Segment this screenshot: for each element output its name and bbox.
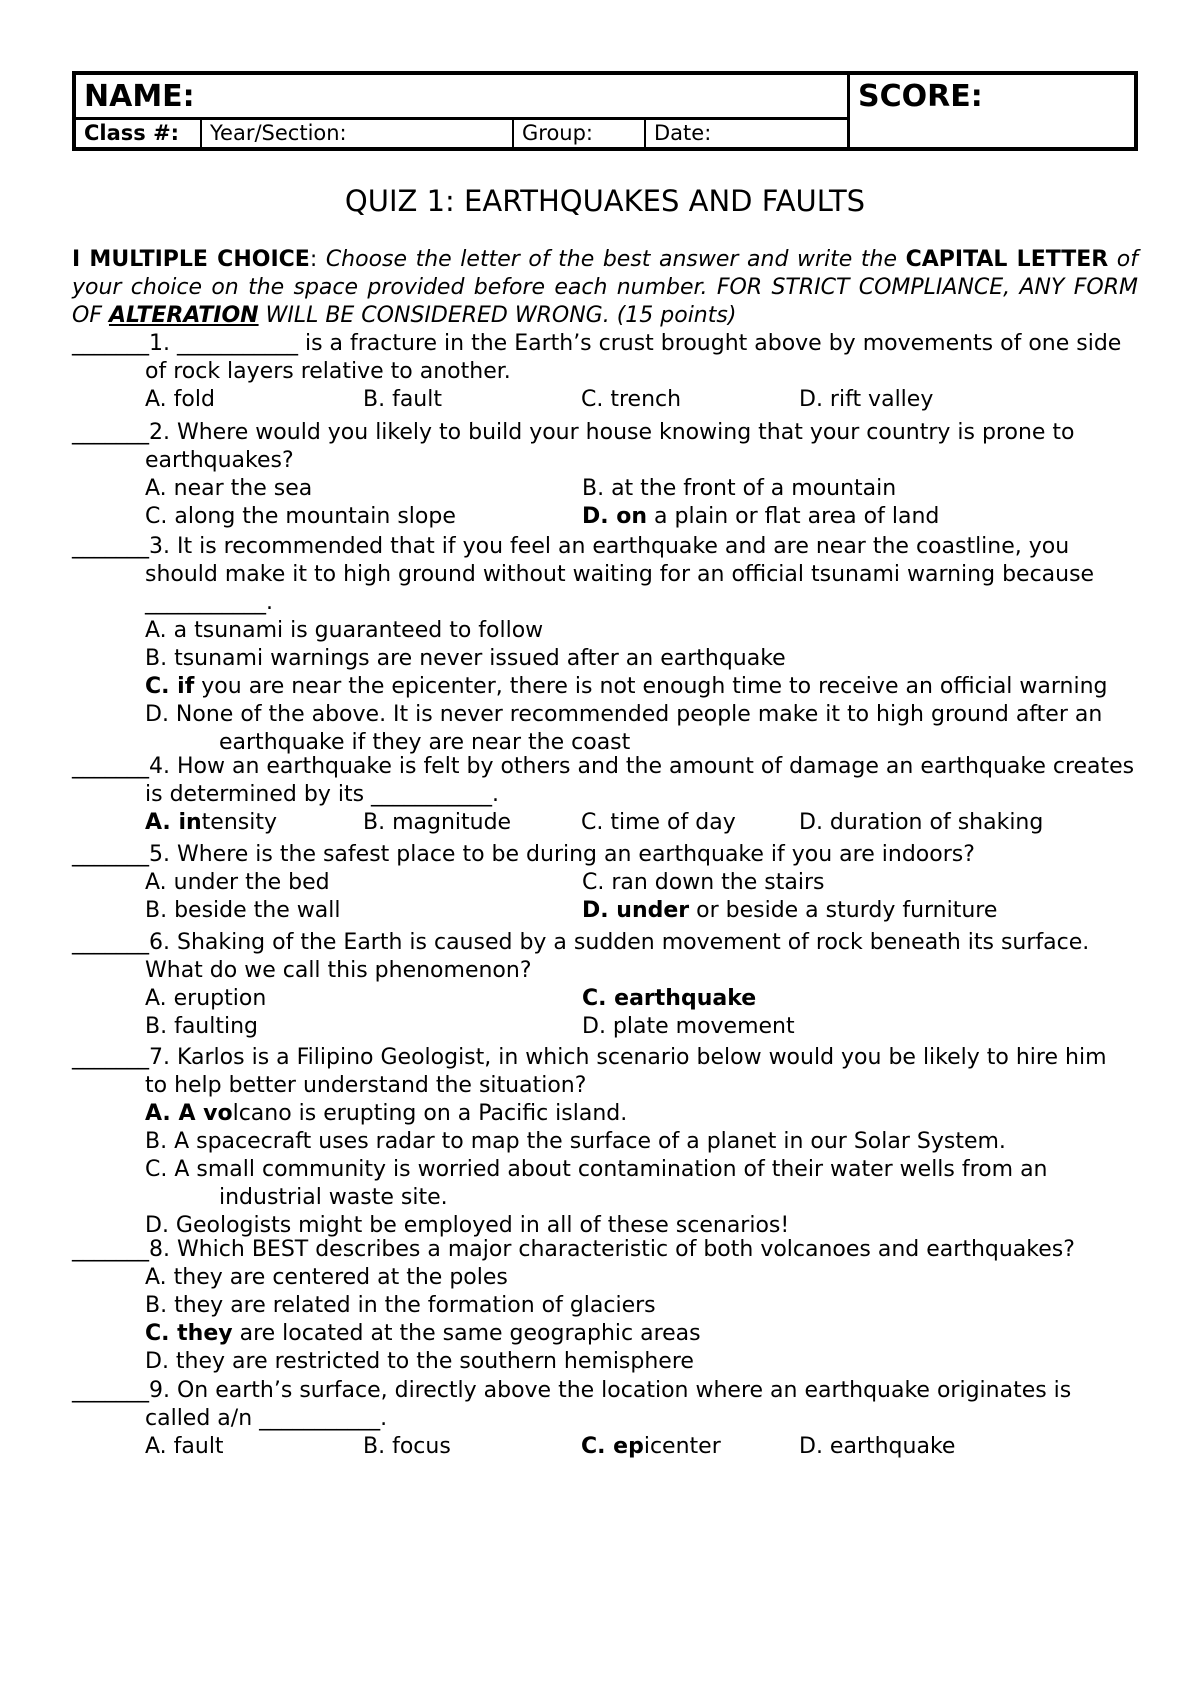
choice-d: D. rift valley — [799, 387, 934, 412]
quiz-title: QUIZ 1: EARTHQUAKES AND FAULTS — [344, 184, 866, 218]
choice-c: C. A small community is worried about contamination of their water wells from an — [145, 1157, 1048, 1182]
choice-c: C. trench — [581, 387, 682, 412]
choice-b: B. focus — [363, 1434, 451, 1459]
choice-c: C. along the mountain slope — [145, 504, 456, 529]
question-4 — [72, 753, 1152, 837]
year-section-label: Year/Section: — [210, 121, 347, 145]
choices — [72, 503, 1152, 531]
question-2 — [72, 419, 1152, 531]
question-stem: _______5. Where is the safest place to be during an earthquake if you are indoors? — [72, 842, 975, 867]
choice-a: A. under the bed — [145, 870, 330, 895]
choice-letter: C. ep — [581, 1434, 644, 1459]
instructions — [72, 246, 1138, 330]
question-stem: _______3. It is recommended that if you feel an earthquake and are near the coastline, you — [72, 534, 1070, 559]
instructions-emphasis: ALTERATION — [108, 303, 259, 328]
question-stem: _______8. Which BEST describes a major characteristic of both volcanoes and earthquakes? — [72, 1237, 1075, 1262]
choice-d: D. plate movement — [582, 1014, 795, 1039]
choice-b: B. magnitude — [363, 810, 512, 835]
group-label: Group: — [522, 121, 594, 145]
date-field[interactable] — [646, 120, 847, 148]
choices — [72, 386, 1152, 414]
year-section-field[interactable] — [202, 120, 514, 148]
choice-text: lcano is erupting on a Pacific island. — [232, 1101, 628, 1126]
choice-text: are located at the same geographic areas — [232, 1321, 701, 1346]
choice-a — [145, 809, 363, 837]
choices — [72, 1013, 1152, 1041]
instructions-text: WILL BE CONSIDERED WRONG. (15 points) — [258, 303, 737, 328]
choice-text: or beside a sturdy furniture — [689, 898, 998, 923]
choices — [72, 475, 1152, 503]
date-label: Date: — [654, 121, 712, 145]
choice-b: B. tsunami warnings are never issued after an earthquake — [145, 646, 786, 671]
choice-d-continued: earthquake if they are near the coast — [219, 730, 631, 755]
choice-a: A. fold — [145, 387, 215, 412]
choice-c: C. time of day — [581, 810, 736, 835]
choice-letter: A. in — [145, 810, 202, 835]
question-stem-continued: earthquakes? — [145, 448, 294, 473]
choice-a — [72, 1100, 1152, 1128]
choice-d: D. None of the above. It is never recommended people make it to high ground after an — [145, 702, 1103, 727]
question-stem-continued: is determined by its ___________. — [145, 782, 500, 807]
choice-b: B. fault — [363, 387, 442, 412]
instructions-emphasis: CAPITAL LETTER — [905, 247, 1109, 272]
question-stem: _______9. On earth’s surface, directly above the location where an earthquake originates is — [72, 1378, 1072, 1403]
question-7 — [72, 1044, 1152, 1240]
choice-letter: D. on — [582, 504, 648, 529]
score-field[interactable] — [850, 75, 1134, 147]
choice-text: icenter — [643, 1434, 721, 1459]
choice-text: a plain or flat area of land — [647, 504, 940, 529]
choice-text: tensity — [201, 810, 277, 835]
question-9 — [72, 1377, 1152, 1461]
choice-letter: A. A vo — [145, 1101, 233, 1126]
question-6 — [72, 929, 1152, 1041]
choice-d: D. Geologists might be employed in all of these scenarios! — [145, 1213, 790, 1238]
question-8 — [72, 1236, 1152, 1376]
choice-a: A. fault — [145, 1434, 224, 1459]
choice-b: B. they are related in the formation of glaciers — [145, 1293, 656, 1318]
choice-a: A. eruption — [145, 986, 267, 1011]
student-info-box — [72, 71, 1138, 151]
question-stem-continued: of rock layers relative to another. — [145, 359, 511, 384]
group-field[interactable] — [514, 120, 646, 148]
choice-d — [582, 897, 1019, 925]
choice-letter: C. they — [145, 1321, 233, 1346]
question-stem: _______4. How an earthquake is felt by others and the amount of damage an earthquake creates — [72, 754, 1135, 779]
question-stem-continued: called a/n ___________. — [145, 1406, 388, 1431]
choices — [72, 1433, 1152, 1461]
name-label: NAME: — [84, 79, 195, 114]
choices — [72, 985, 1152, 1013]
choice-c — [72, 1320, 1152, 1348]
choice-a: A. near the sea — [145, 476, 313, 501]
choice-b: B. beside the wall — [145, 898, 341, 923]
choice-a: A. a tsunami is guaranteed to follow — [145, 618, 544, 643]
choice-text: you are near the epicenter, there is not enough time to receive an official warning — [194, 674, 1108, 699]
choices — [72, 809, 1152, 837]
choice-d: D. duration of shaking — [799, 810, 1044, 835]
choice-letter: D. under — [582, 898, 690, 923]
name-field[interactable] — [76, 75, 850, 120]
question-3 — [72, 533, 1152, 757]
instructions-text: Choose the letter of the best answer and write the — [325, 247, 906, 272]
choice-b: B. at the front of a mountain — [582, 476, 897, 501]
question-stem-continued: should make it to high ground without waiting for an official tsunami warning because — [145, 562, 1095, 587]
choice-d: D. they are restricted to the southern hemisphere — [145, 1349, 694, 1374]
choice-letter: C. if — [145, 674, 195, 699]
choice-b: B. A spacecraft uses radar to map the surface of a planet in our Solar System. — [145, 1129, 1006, 1154]
choice-a: A. they are centered at the poles — [145, 1265, 508, 1290]
question-stem: _______1. ___________ is a fracture in the Earth’s crust brought above by movements of one side — [72, 331, 1122, 356]
question-stem-continued: What do we call this phenomenon? — [145, 958, 532, 983]
question-stem: _______7. Karlos is a Filipino Geologist, in which scenario below would you be likely to hire him — [72, 1045, 1107, 1070]
question-5 — [72, 841, 1152, 925]
choice-c — [581, 1433, 799, 1461]
choice-c: C. earthquake — [582, 986, 757, 1011]
question-1 — [72, 330, 1152, 414]
class-number-label: Class #: — [84, 121, 180, 145]
question-stem: _______6. Shaking of the Earth is caused by a sudden movement of rock beneath its surface. — [72, 930, 1090, 955]
choice-d: D. earthquake — [799, 1434, 956, 1459]
class-number-field[interactable] — [76, 120, 202, 148]
question-stem: _______2. Where would you likely to build your house knowing that your country is prone to — [72, 420, 1075, 445]
student-details-row — [76, 120, 850, 148]
choice-d — [582, 503, 1019, 531]
choice-c — [72, 673, 1152, 701]
choices — [72, 897, 1152, 925]
choice-c-continued: industrial waste site. — [219, 1185, 448, 1210]
instructions-colon: : — [309, 247, 326, 272]
answer-blank: ___________. — [145, 590, 273, 615]
part-label: I MULTIPLE CHOICE — [72, 247, 310, 272]
instructions-text: of your choice on the space provided before each number. FOR STRICT COMPLIANCE, ANY FORM OF — [72, 247, 1139, 328]
choice-b: B. faulting — [145, 1014, 259, 1039]
question-stem-continued: to help better understand the situation? — [145, 1073, 587, 1098]
choices — [72, 869, 1152, 897]
score-label: SCORE: — [858, 79, 983, 114]
choice-c: C. ran down the stairs — [582, 870, 825, 895]
